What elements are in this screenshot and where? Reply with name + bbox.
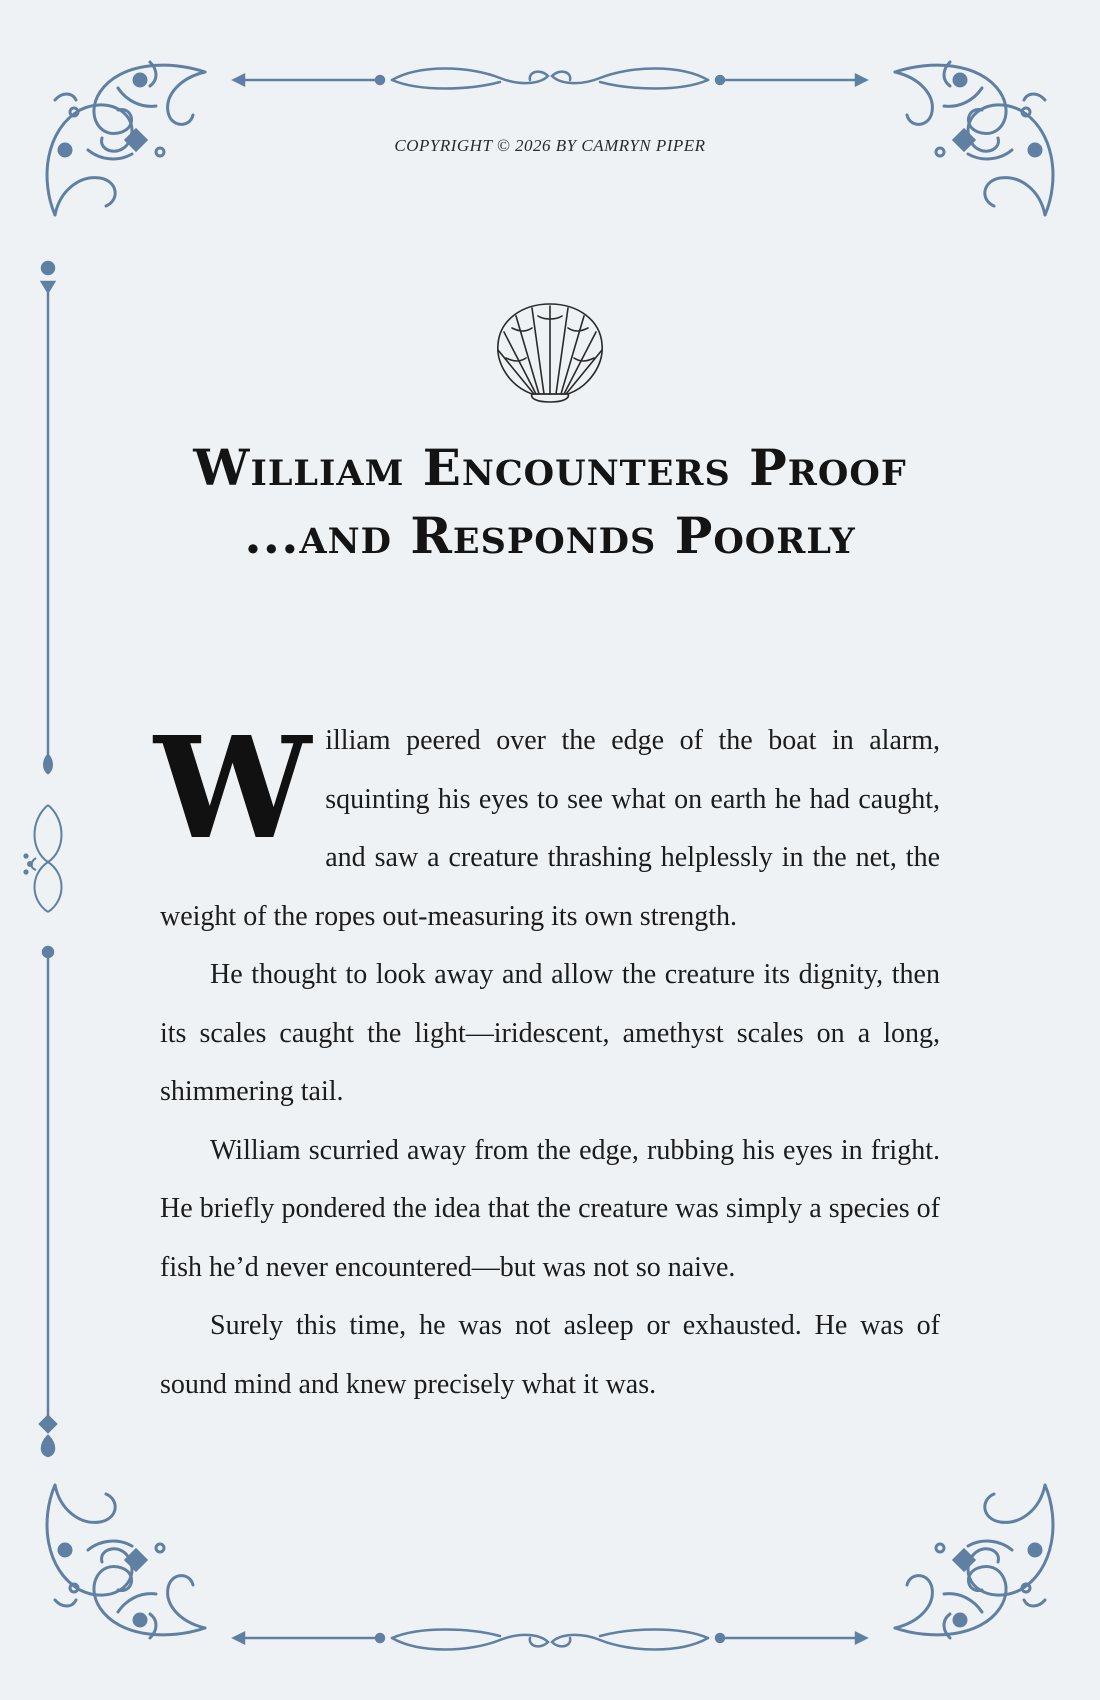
paragraph-4: Surely this time, he was not asleep or exhausted. He was of sound mind and knew precisely what it was. [160, 1310, 940, 1400]
copyright-notice: COPYRIGHT © 2026 BY CAMRYN PIPER [394, 136, 706, 155]
chapter-title [60, 434, 1040, 570]
chapter-body [154, 707, 940, 1414]
paragraph-1-text: illiam peered over the edge of the boat in alarm, squinting his eyes to see what on earth he had caught, and saw a creature thrashing helplessly in the net, the weight of the ropes out-measuring its own strength. [160, 725, 940, 932]
paragraph-2: He thought to look away and allow the creature its dignity, then its scales caught the light—iridescent, amethyst scales on a long, shimmering tail. [160, 959, 940, 1107]
drop-cap: W [154, 707, 312, 871]
chapter-title-line-2: ...and Responds Poorly [244, 506, 856, 565]
paragraph-3: William scurried away from the edge, rubbing his eyes in fright. He briefly pondered the idea that the creature was simply a species of fish he’d never encountered—but was not so naive. [160, 1134, 940, 1283]
chapter-title-line-1: William Encounters Proof [193, 438, 907, 497]
paragraph-1 [154, 707, 940, 946]
scallop-shell-icon [492, 298, 608, 404]
